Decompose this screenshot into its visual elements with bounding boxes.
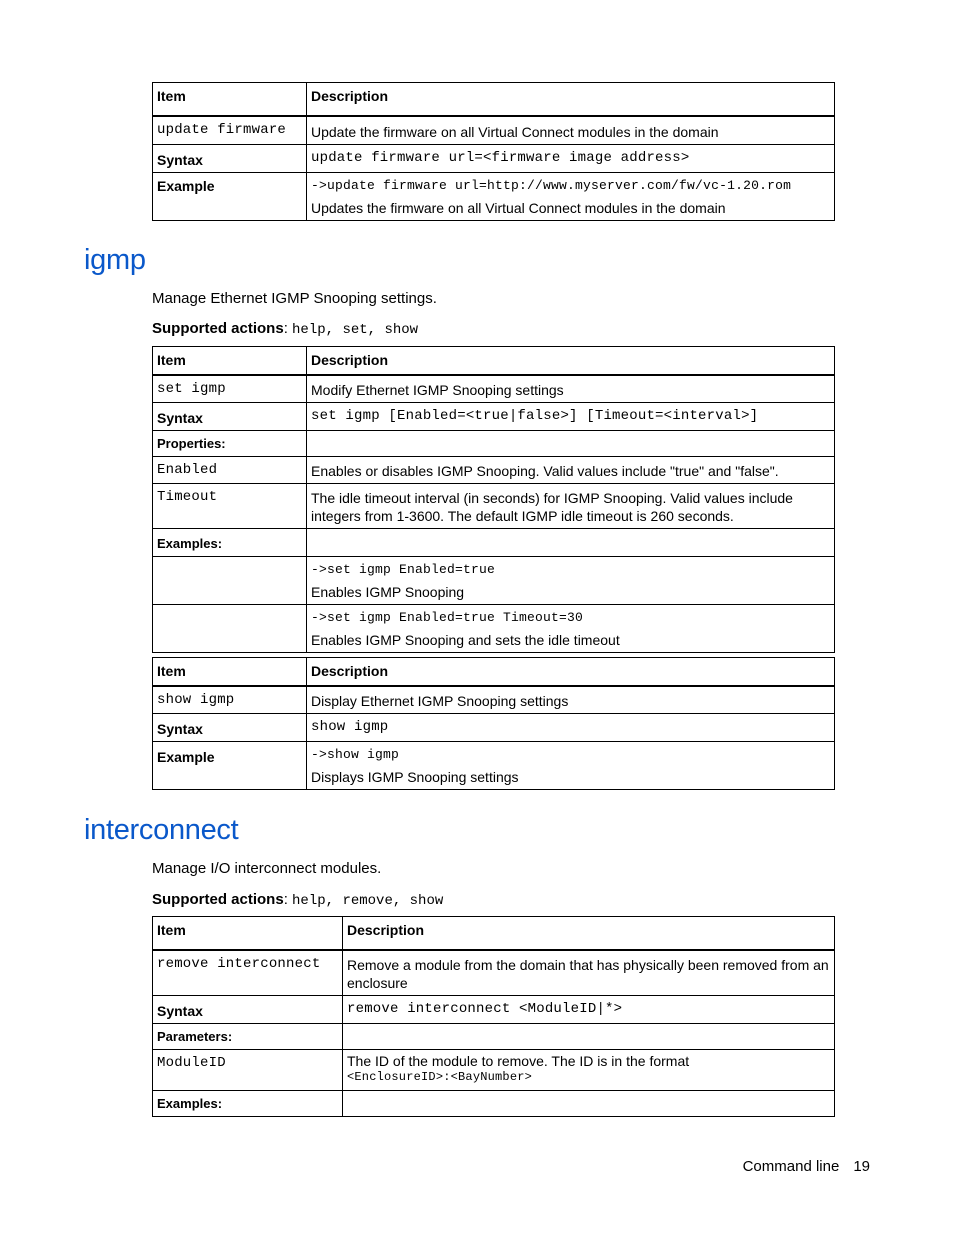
syntax-label: Syntax — [153, 402, 307, 430]
example-label: Example — [153, 172, 307, 220]
syntax-value: set igmp [Enabled=<true|false>] [Timeout=<interval>] — [307, 402, 835, 430]
command-name: show igmp — [153, 686, 307, 714]
interconnect-supported-actions: Supported actions: help, remove, show — [152, 891, 444, 909]
example-cell — [307, 556, 835, 604]
supported-actions-label: Supported actions — [152, 320, 284, 337]
parameter-description: The ID of the module to remove. The ID is in the format — [347, 1052, 690, 1069]
example-description: Enables IGMP Snooping — [311, 583, 465, 600]
igmp-intro: Manage Ethernet IGMP Snooping settings. — [152, 290, 437, 307]
command-description: Update the firmware on all Virtual Connect modules in the domain — [307, 116, 835, 145]
examples-label: Examples: — [153, 528, 307, 556]
supported-actions-list: help, remove, show — [292, 893, 444, 909]
section-title-interconnect: interconnect — [84, 814, 239, 846]
parameters-empty-cell — [343, 1023, 835, 1049]
interconnect-intro: Manage I/O interconnect modules. — [152, 860, 382, 877]
syntax-value: remove interconnect <ModuleID|*> — [343, 995, 835, 1023]
column-header-description: Description — [307, 347, 835, 375]
parameters-label: Parameters: — [153, 1023, 343, 1049]
example-cell — [307, 604, 835, 652]
column-header-description: Description — [307, 83, 835, 116]
property-name: Enabled — [153, 456, 307, 483]
command-description: Modify Ethernet IGMP Snooping settings — [307, 375, 835, 403]
examples-empty-cell — [343, 1090, 835, 1116]
update-firmware-table — [152, 82, 835, 221]
command-name: update firmware — [153, 116, 307, 145]
examples-empty-cell — [307, 528, 835, 556]
section-title-igmp: igmp — [84, 244, 146, 276]
properties-empty-cell — [307, 430, 835, 456]
column-header-description: Description — [307, 658, 835, 686]
example-command: ->set igmp Enabled=true — [311, 561, 496, 577]
example-command: ->set igmp Enabled=true Timeout=30 — [311, 609, 584, 625]
column-header-item: Item — [153, 917, 343, 950]
show-igmp-table — [152, 657, 835, 790]
column-header-item: Item — [153, 658, 307, 686]
igmp-supported-actions: Supported actions: help, set, show — [152, 320, 419, 338]
syntax-value: show igmp — [307, 713, 835, 741]
example-cell — [307, 741, 835, 789]
syntax-label: Syntax — [153, 713, 307, 741]
properties-label: Properties: — [153, 430, 307, 456]
example-description: Updates the firmware on all Virtual Connect modules in the domain — [311, 199, 726, 216]
examples-label: Examples: — [153, 1090, 343, 1116]
example-description: Enables IGMP Snooping and sets the idle timeout — [311, 631, 620, 648]
parameter-name: ModuleID — [153, 1049, 343, 1090]
parameter-cell — [343, 1049, 835, 1090]
supported-actions-label: Supported actions — [152, 891, 284, 908]
property-name: Timeout — [153, 483, 307, 528]
page-footer — [743, 1158, 870, 1175]
column-header-description: Description — [343, 917, 835, 950]
command-name: remove interconnect — [153, 950, 343, 996]
example-command: ->update firmware url=http://www.myserver.com/fw/vc-1.20.rom — [311, 177, 792, 193]
property-description: Enables or disables IGMP Snooping. Valid values include "true" and "false". — [307, 456, 835, 483]
parameter-format: <EnclosureID>:<BayNumber> — [347, 1069, 533, 1084]
example-cell — [307, 172, 835, 220]
command-description: Display Ethernet IGMP Snooping settings — [307, 686, 835, 714]
syntax-value: update firmware url=<firmware image address> — [307, 144, 835, 172]
column-header-item: Item — [153, 347, 307, 375]
page-number: 19 — [853, 1158, 870, 1175]
remove-interconnect-table — [152, 916, 835, 1117]
set-igmp-table — [152, 346, 835, 653]
command-name: set igmp — [153, 375, 307, 403]
example-description: Displays IGMP Snooping settings — [311, 768, 519, 785]
supported-actions-list: help, set, show — [292, 322, 419, 338]
footer-section-name: Command line — [742, 1158, 840, 1175]
command-description: Remove a module from the domain that has physically been removed from an enclosure — [343, 950, 835, 996]
syntax-label: Syntax — [153, 144, 307, 172]
example-label: Example — [153, 741, 307, 789]
syntax-label: Syntax — [153, 995, 343, 1023]
property-description: The idle timeout interval (in seconds) for IGMP Snooping. Valid values include integers from 1-3600. The default IGMP idle timeout is 260 seconds. — [307, 483, 835, 528]
example-empty-cell — [153, 556, 307, 604]
column-header-item: Item — [153, 83, 307, 116]
example-empty-cell — [153, 604, 307, 652]
example-command: ->show igmp — [311, 746, 400, 762]
